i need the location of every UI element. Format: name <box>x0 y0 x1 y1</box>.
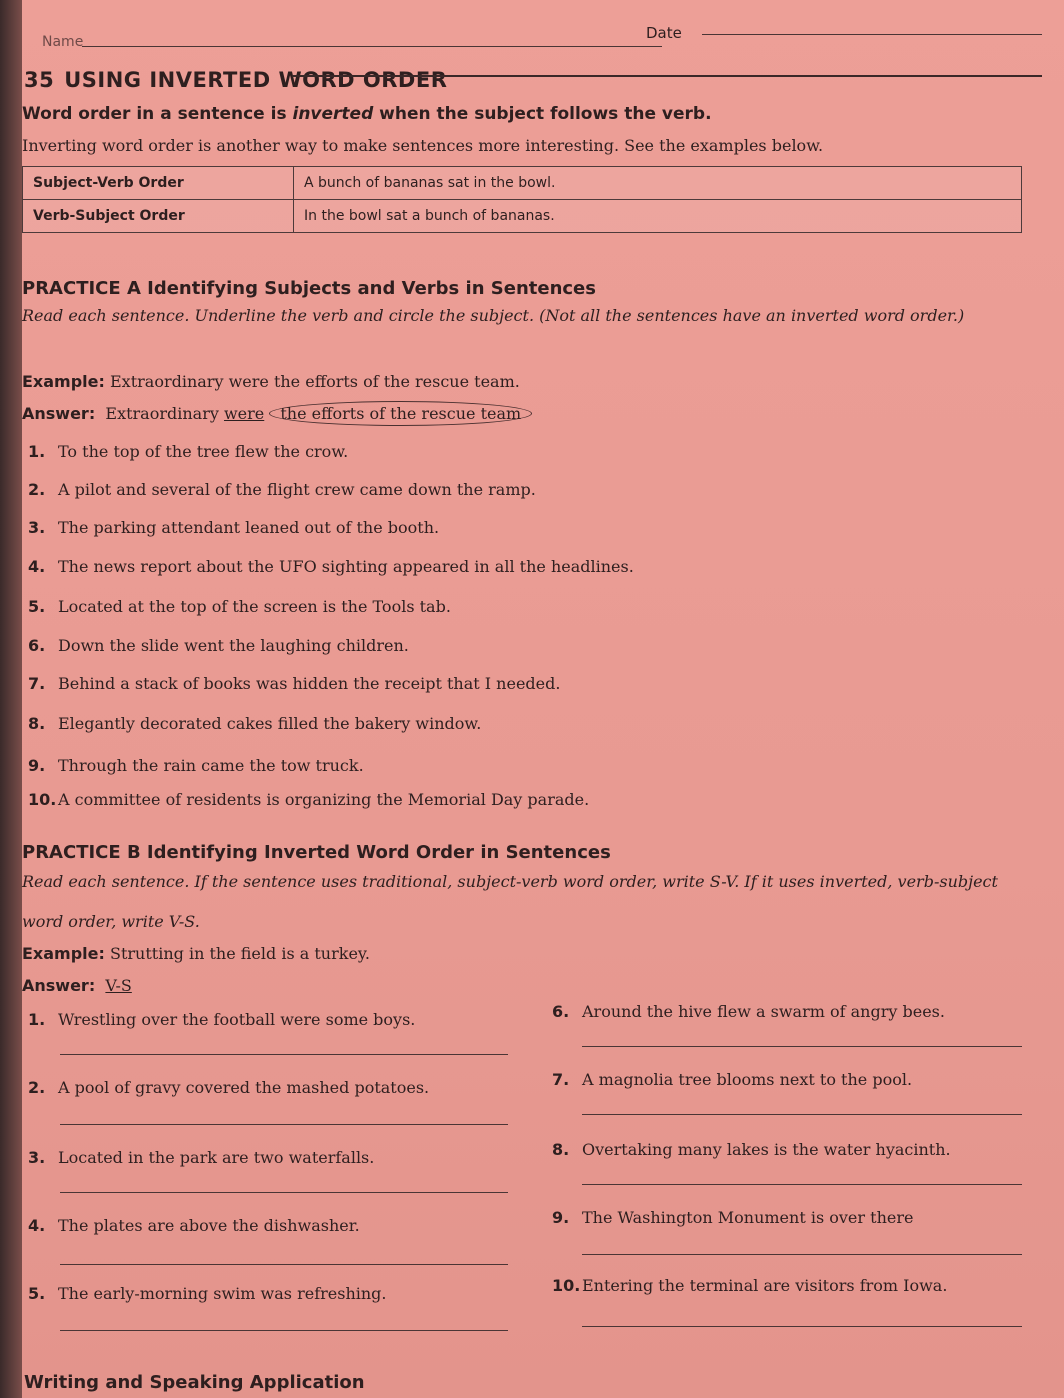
book-spine-shadow <box>0 0 22 1398</box>
item-number: 6. <box>552 1002 570 1021</box>
list-item[interactable] <box>28 557 634 576</box>
answer-label: Answer: <box>22 976 96 995</box>
table-row-label: Verb-Subject Order <box>23 200 294 233</box>
list-item <box>28 1216 508 1235</box>
item-text: The Washington Monument is over there <box>582 1208 914 1227</box>
item-number: 8. <box>552 1140 570 1159</box>
item-number: 1. <box>28 1010 46 1029</box>
item-number: 3. <box>28 518 46 537</box>
list-item[interactable] <box>28 597 451 616</box>
lesson-title <box>24 68 447 92</box>
item-number: 9. <box>552 1208 570 1227</box>
answer-label: Answer: <box>22 404 96 423</box>
table-row-example: In the bowl sat a bunch of bananas. <box>294 200 1022 233</box>
item-text: Down the slide went the laughing children. <box>58 636 409 655</box>
item-text: The news report about the UFO sighting appeared in all the headlines. <box>58 557 634 576</box>
practice-b-answer <box>22 976 132 995</box>
answer-blank[interactable] <box>582 1184 1022 1185</box>
item-text: Entering the terminal are visitors from Iowa. <box>582 1276 948 1295</box>
item-text: A magnolia tree blooms next to the pool. <box>582 1070 913 1089</box>
date-blank[interactable] <box>702 34 1042 35</box>
definition-post: when the subject follows the verb. <box>373 104 712 124</box>
item-text: Wrestling over the football were some boys. <box>58 1010 416 1029</box>
example-label: Example: <box>22 372 105 391</box>
item-text: A pool of gravy covered the mashed potatoes. <box>58 1078 430 1097</box>
item-text: The parking attendant leaned out of the booth. <box>58 518 440 537</box>
list-item <box>552 1276 1032 1295</box>
item-text: A committee of residents is organizing the Memorial Day parade. <box>58 790 590 809</box>
answer-blank[interactable] <box>60 1054 508 1055</box>
list-item[interactable] <box>28 790 589 809</box>
item-number: 2. <box>28 1078 46 1097</box>
item-text: Through the rain came the tow truck. <box>58 756 364 775</box>
item-number: 7. <box>28 674 46 693</box>
item-text: Located in the park are two waterfalls. <box>58 1148 375 1167</box>
definition-emphasis: inverted <box>292 104 374 124</box>
table-row-example: A bunch of bananas sat in the bowl. <box>294 167 1022 200</box>
practice-b-example <box>22 944 370 963</box>
item-number: 5. <box>28 1284 46 1303</box>
item-text: Overtaking many lakes is the water hyacinth. <box>582 1140 951 1159</box>
worksheet-page <box>22 0 1064 1398</box>
date-label: Date <box>646 24 682 42</box>
list-item[interactable] <box>28 442 348 461</box>
answer-blank[interactable] <box>60 1192 508 1193</box>
table-row <box>23 200 1022 233</box>
list-item <box>552 1002 1032 1021</box>
list-item <box>28 1148 508 1167</box>
item-text: A pilot and several of the flight crew came down the ramp. <box>58 480 536 499</box>
item-text: The plates are above the dishwasher. <box>58 1216 360 1235</box>
list-item <box>552 1140 1032 1159</box>
list-item <box>552 1208 1032 1227</box>
writing-speaking-heading: Writing and Speaking Application <box>24 1372 365 1393</box>
lesson-title-text: USING INVERTED WORD ORDER <box>64 68 448 92</box>
table-row <box>23 167 1022 200</box>
item-number: 3. <box>28 1148 46 1167</box>
item-number: 6. <box>28 636 46 655</box>
item-text: Behind a stack of books was hidden the receipt that I needed. <box>58 674 561 693</box>
item-text: The early-morning swim was refreshing. <box>58 1284 387 1303</box>
definition <box>22 104 712 124</box>
answer-value: V-S <box>105 976 132 995</box>
list-item <box>28 1078 508 1097</box>
answer-subject-circled: the efforts of the rescue team <box>269 401 532 426</box>
answer-blank[interactable] <box>60 1264 508 1265</box>
answer-blank[interactable] <box>582 1114 1022 1115</box>
item-number: 10. <box>28 790 57 809</box>
item-text: Located at the top of the screen is the Tools tab. <box>58 597 451 616</box>
answer-blank[interactable] <box>582 1326 1022 1327</box>
practice-a-answer <box>22 404 532 423</box>
item-text: To the top of the tree flew the crow. <box>58 442 349 461</box>
list-item <box>28 1010 508 1029</box>
item-number: 8. <box>28 714 46 733</box>
name-label: Name <box>42 34 84 50</box>
list-item <box>552 1070 1032 1089</box>
list-item[interactable] <box>28 674 560 693</box>
example-text: Strutting in the field is a turkey. <box>110 944 370 963</box>
item-text: Elegantly decorated cakes filled the bakery window. <box>58 714 482 733</box>
item-number: 5. <box>28 597 46 616</box>
answer-blank[interactable] <box>582 1046 1022 1047</box>
practice-a-instructions: Read each sentence. Underline the verb and circle the subject. (Not all the sentences have an inverted word order.) <box>22 306 965 325</box>
lesson-number: 35 <box>24 68 55 92</box>
item-number: 9. <box>28 756 46 775</box>
answer-blank[interactable] <box>60 1330 508 1331</box>
answer-pre: Extraordinary <box>105 404 219 423</box>
practice-a-example <box>22 372 520 391</box>
list-item[interactable] <box>28 714 481 733</box>
example-label: Example: <box>22 944 105 963</box>
practice-a-heading: PRACTICE A Identifying Subjects and Verbs in Sentences <box>22 278 596 299</box>
word-order-table <box>22 166 1022 233</box>
practice-b-instructions: Read each sentence. If the sentence uses traditional, subject-verb word order, write S-V. If it uses inverted, verb-subject word order, write V-S. <box>22 872 998 931</box>
item-number: 1. <box>28 442 46 461</box>
answer-blank[interactable] <box>60 1124 508 1125</box>
title-rule <box>292 75 1042 77</box>
list-item[interactable] <box>28 636 409 655</box>
intro-text: Inverting word order is another way to make sentences more interesting. See the examples below. <box>22 136 824 155</box>
name-blank[interactable] <box>82 46 662 47</box>
list-item[interactable] <box>28 480 536 499</box>
definition-pre: Word order in a sentence is <box>22 104 293 124</box>
item-number: 4. <box>28 557 46 576</box>
item-text: Around the hive flew a swarm of angry bees. <box>582 1002 945 1021</box>
answer-blank[interactable] <box>582 1254 1022 1255</box>
item-number: 10. <box>552 1276 581 1295</box>
example-text: Extraordinary were the efforts of the rescue team. <box>110 372 520 391</box>
item-number: 4. <box>28 1216 46 1235</box>
item-number: 7. <box>552 1070 570 1089</box>
item-number: 2. <box>28 480 46 499</box>
list-item <box>28 1284 508 1303</box>
answer-verb-underlined: were <box>223 404 265 423</box>
table-row-label: Subject-Verb Order <box>23 167 294 200</box>
list-item[interactable] <box>28 756 364 775</box>
list-item[interactable] <box>28 518 439 537</box>
practice-b-heading: PRACTICE B Identifying Inverted Word Order in Sentences <box>22 842 611 863</box>
